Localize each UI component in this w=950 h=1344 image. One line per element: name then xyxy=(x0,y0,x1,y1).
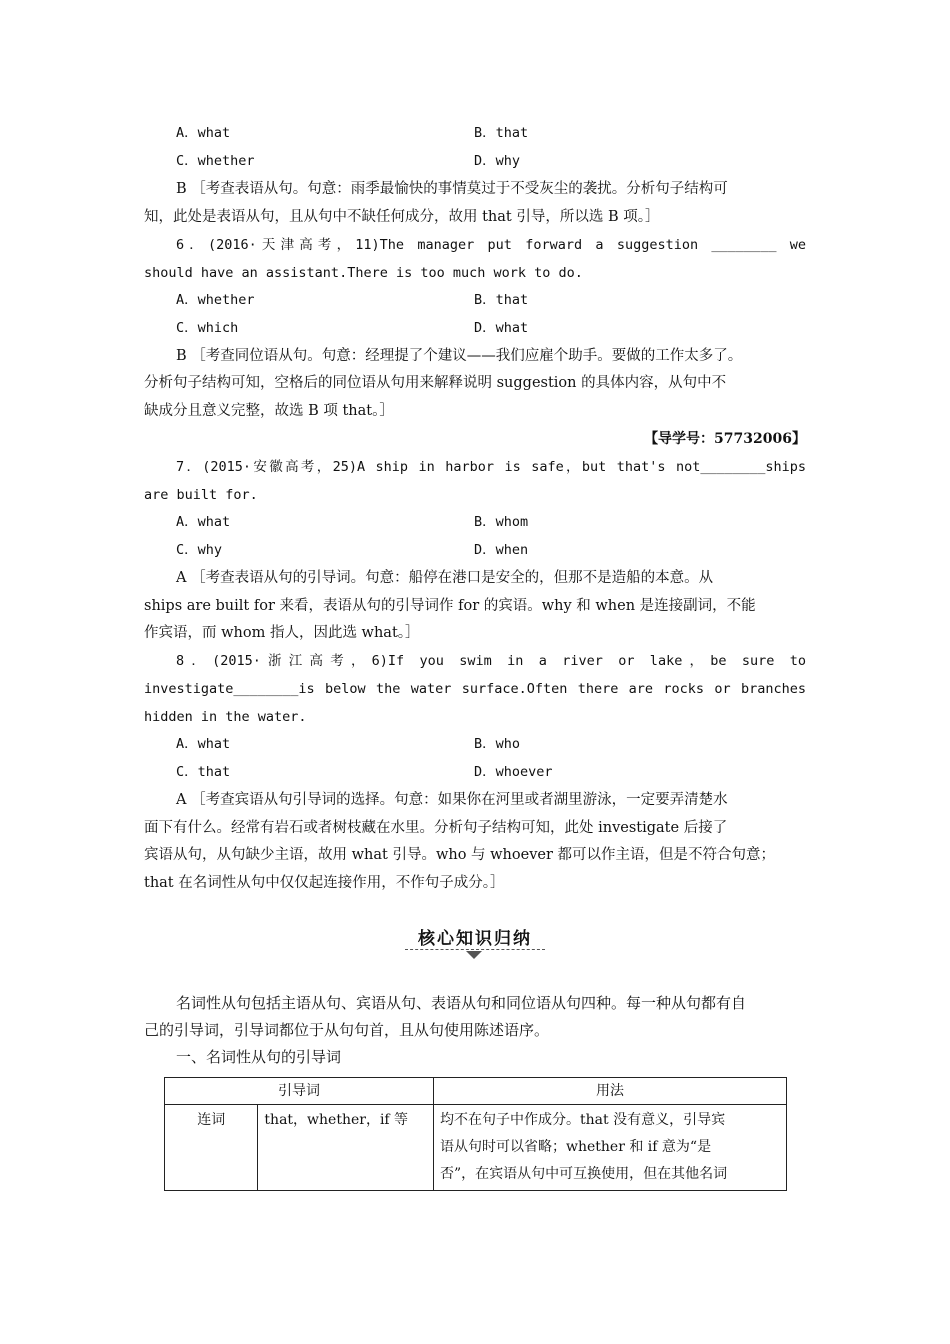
q6-answer-line2: 分析句子结构可知，空格后的同位语从句用来解释说明 suggestion 的具体内容，从句中不 xyxy=(144,375,727,391)
q6-option-d: D．what xyxy=(474,320,529,336)
table-cell-usage xyxy=(434,1105,787,1191)
q6-option-a: A．whether xyxy=(176,292,255,308)
table-header-row xyxy=(165,1078,787,1105)
q8-stem-line3: hidden in the water. xyxy=(144,709,307,725)
q7-answer-line3: 作宾语，而 whom 指人，因此选 what。］ xyxy=(144,625,420,641)
q8-answer-line3: 宾语从句，从句缺少主语，故用 what 引导。who 与 whoever 都可以作主语，但是不符合句意； xyxy=(144,847,776,863)
q6-stem-line2: should have an assistant.There is too much work to do. xyxy=(144,265,583,281)
q7-option-a: A．what xyxy=(176,514,231,530)
q8-answer-line1: A ［考查宾语从句引导词的选择。句意：如果你在河里或者湖里游泳，一定要弄清楚水 xyxy=(176,792,728,808)
table-cell-type: 连词 xyxy=(165,1105,258,1191)
table-header-usage: 用法 xyxy=(434,1078,787,1105)
q5-answer-line1: B ［考查表语从句。句意：雨季最愉快的事情莫过于不受灰尘的袭扰。分析句子结构可 xyxy=(176,181,728,197)
q7-stem-line1: 7．(2015·安徽高考，25)A ship in harbor is safe，but that's not________ships xyxy=(176,459,806,475)
q8-stem-line1: 8．(2015·浙江高考，6)If you swim in a river or lake，be sure to xyxy=(176,653,806,669)
q6-option-b: B．that xyxy=(474,292,529,308)
q8-answer-line2: 面下有什么。经常有岩石或者树枝藏在水里。分析句子结构可知，此处 investigate 后接了 xyxy=(144,820,728,836)
connectives-table xyxy=(164,1077,787,1191)
table-usage-line2: 语从句时可以省略；whether 和 if 意为“是 xyxy=(440,1139,712,1155)
q5-option-a: A．what xyxy=(176,125,231,141)
q5-answer-line2: 知，此处是表语从句，且从句中不缺任何成分，故用 that 引导，所以选 B 项。］ xyxy=(144,209,660,225)
q7-option-b: B．whom xyxy=(474,514,529,530)
section-intro-line2: 己的引导词，引导词都位于从句句首，且从句使用陈述语序。 xyxy=(144,1021,550,1039)
q8-stem-line2: investigate________is below the water surface.Often there are rocks or branches xyxy=(144,681,806,697)
q7-stem-line2: are built for. xyxy=(144,487,258,503)
table-row xyxy=(165,1105,787,1191)
section-title-text: 核心知识归纳 xyxy=(418,929,532,949)
q5-option-b: B．that xyxy=(474,125,529,141)
q6-answer-line1: B ［考查同位语从句。句意：经理提了个建议——我们应雇个助手。要做的工作太多了。 xyxy=(176,348,743,364)
q5-option-c: C．whether xyxy=(176,153,255,169)
section-title xyxy=(0,924,950,949)
q8-option-d: D．whoever xyxy=(474,764,553,780)
q7-answer-line2: ships are built for 来看，表语从句的引导词作 for 的宾语。why 和 when 是连接副词，不能 xyxy=(144,598,756,614)
q7-answer-line1: A ［考查表语从句的引导词。句意：船停在港口是安全的，但那不是造船的本意。从 xyxy=(176,570,714,586)
q5-option-d: D．why xyxy=(474,153,521,169)
table-header-connectives: 引导词 xyxy=(165,1078,434,1105)
q6-stem-line1: 6．(2016·天津高考，11)The manager put forward a suggestion ________ we xyxy=(176,237,806,253)
section-heading: 一、名词性从句的引导词 xyxy=(176,1048,342,1066)
section-title-divider xyxy=(405,949,545,950)
chevron-down-icon xyxy=(466,951,482,959)
q8-option-b: B．who xyxy=(474,736,521,752)
q6-reference-number: 【导学号：57732006】 xyxy=(644,431,806,447)
table-cell-words: that，whether，if 等 xyxy=(258,1105,434,1191)
q7-option-c: C．why xyxy=(176,542,223,558)
q8-option-a: A．what xyxy=(176,736,231,752)
q6-answer-line3: 缺成分且意义完整，故选 B 项 that。］ xyxy=(144,403,394,419)
q8-answer-line4: that 在名词性从句中仅仅起连接作用，不作句子成分。］ xyxy=(144,875,505,891)
table-usage-line3: 否”，在宾语从句中可互换使用，但在其他名词 xyxy=(440,1166,728,1182)
table-usage-line1: 均不在句子中作成分。that 没有意义，引导宾 xyxy=(440,1112,726,1128)
section-intro-line1: 名词性从句包括主语从句、宾语从句、表语从句和同位语从句四种。每一种从句都有自 xyxy=(176,994,747,1012)
q8-option-c: C．that xyxy=(176,764,231,780)
q6-option-c: C．which xyxy=(176,320,239,336)
q7-option-d: D．when xyxy=(474,542,529,558)
